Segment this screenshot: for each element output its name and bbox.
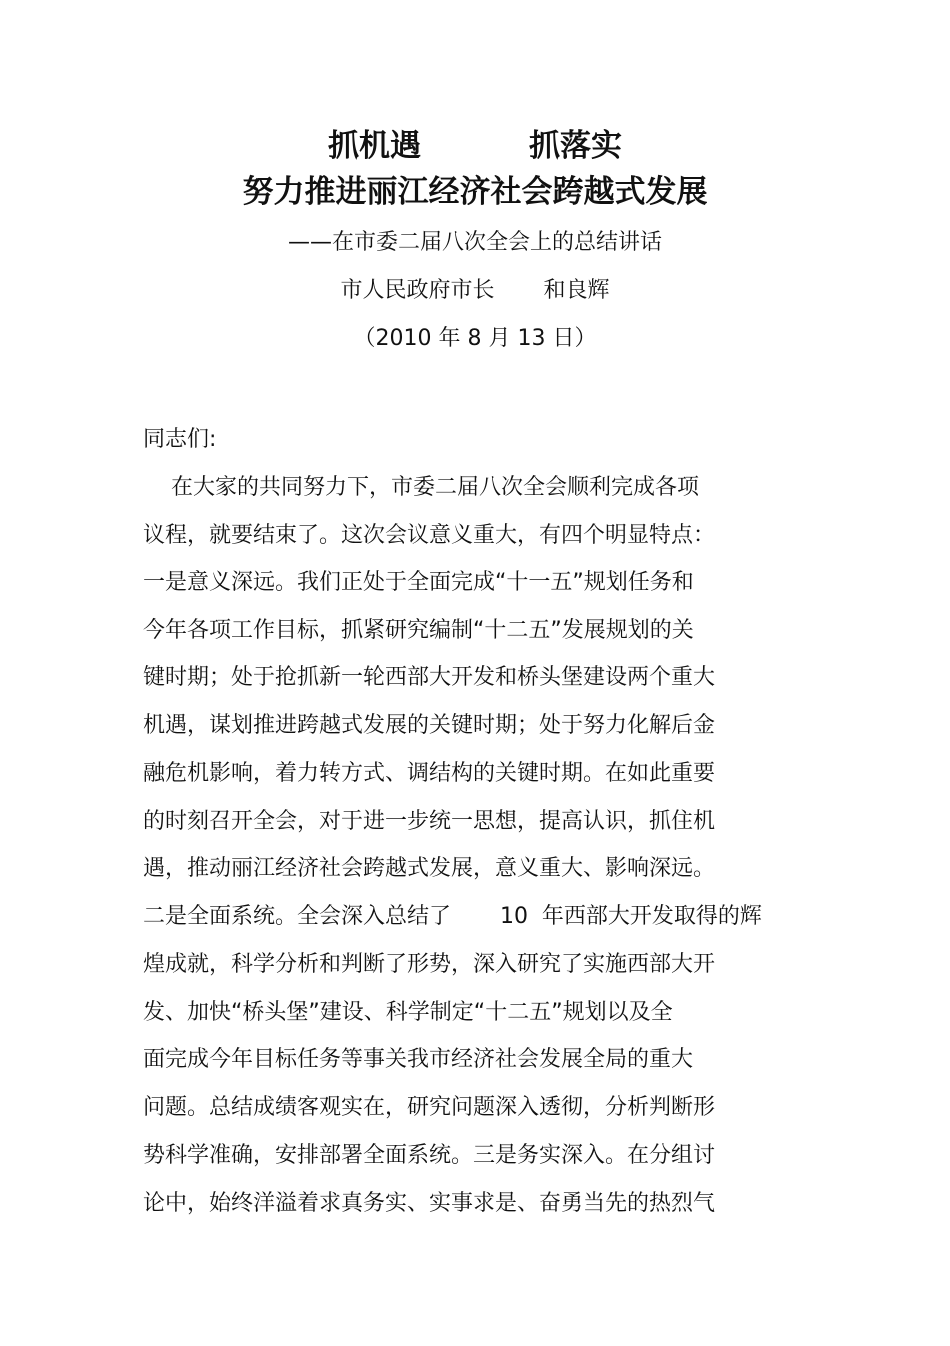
body-line: 遇，推动丽江经济社会跨越式发展，意义重大、影响深远。 [143, 856, 716, 881]
body-line: 融危机影响，着力转方式、调结构的关键时期。在如此重要 [143, 761, 716, 786]
body-line: 二是全面系统。全会深入总结了 10 年西部大开发取得的辉 [143, 904, 762, 929]
body-line: 一是意义深远。我们正处于全面完成“十一五”规划任务和 [143, 570, 694, 595]
body-line: 发、加快“桥头堡”建设、科学制定“十二五”规划以及全 [143, 1000, 673, 1025]
body-line: 势科学准确，安排部署全面系统。三是务实深入。在分组讨 [143, 1143, 716, 1168]
body-line: 煌成就，科学分析和判断了形势，深入研究了实施西部大开 [143, 952, 716, 977]
body-line: 的时刻召开全会，对于进一步统一思想，提高认识，抓住机 [143, 809, 716, 834]
author-line: 市人民政府市长 和良辉 [340, 278, 610, 303]
salutation: 同志们: [143, 427, 217, 452]
body-line: 议程，就要结束了。这次会议意义重大，有四个明显特点： [143, 523, 716, 548]
title-line-2: 努力推进丽江经济社会跨越式发展 [242, 174, 708, 210]
body-line: 键时期；处于抢抓新一轮西部大开发和桥头堡建设两个重大 [143, 665, 716, 690]
body-line: 面完成今年目标任务等事关我市经济社会发展全局的重大 [143, 1047, 694, 1072]
body-line: 论中，始终洋溢着求真务实、实事求是、奋勇当先的热烈气 [143, 1191, 716, 1216]
title-line-1: 抓机遇 抓落实 [328, 128, 622, 164]
body-line: 机遇，谋划推进跨越式发展的关键时期；处于努力化解后金 [143, 713, 716, 738]
subtitle: ——在市委二届八次全会上的总结讲话 [287, 230, 662, 255]
body-line: 问题。总结成绩客观实在，研究问题深入透彻，分析判断形 [143, 1095, 716, 1120]
body-line: 在大家的共同努力下，市委二届八次全会顺利完成各项 [143, 475, 699, 500]
date-line: （2010 年 8 月 13 日） [353, 326, 597, 351]
body-line: 今年各项工作目标，抓紧研究编制“十二五”发展规划的关 [143, 618, 694, 643]
